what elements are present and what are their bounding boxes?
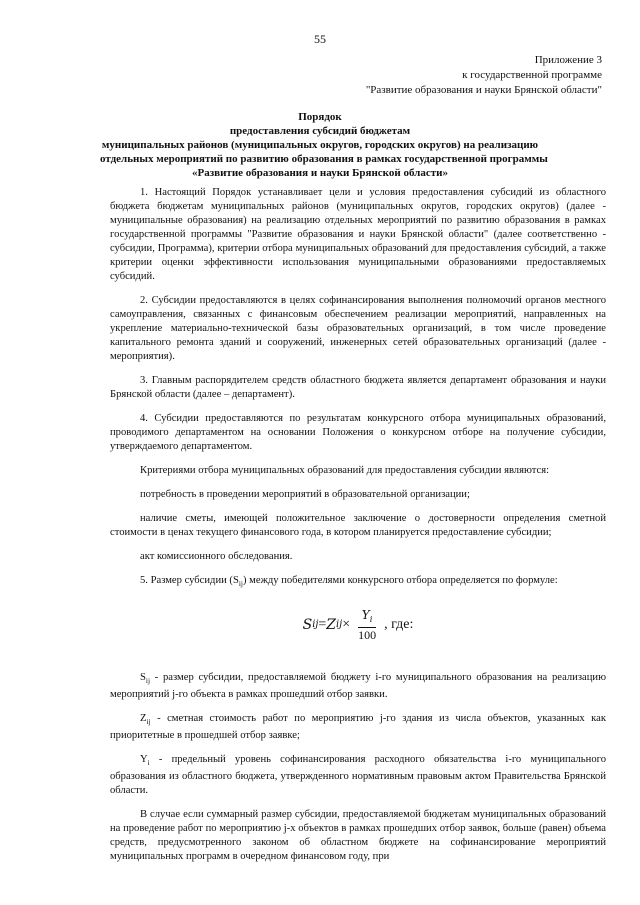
document-body bbox=[110, 186, 606, 874]
definition-s: $S_{ij}$ - размер субсидии, предоставляемой бюджету i-го муниципального образования на реализацию мероприятий j-го объекта в рамках прошедший отбор заявки. bbox=[110, 672, 606, 701]
paragraph-5: 5. Размер субсидии $(S_{ij})$ между победителями конкурсного отбора определяется по формуле: bbox=[140, 575, 558, 589]
appendix-line-3: "Развитие образования и науки Брянской области" bbox=[365, 84, 602, 96]
title-line-1: Порядок bbox=[298, 111, 342, 123]
formula-fraction: $\frac{Y_i}{100}$ bbox=[358, 607, 377, 643]
definition-z: $Z_{ij}$ - сметная стоимость работ по мероприятию j-го здания из числа объектов, указанных как приоритетные в прошедшей отбор заявке; bbox=[110, 713, 606, 742]
paragraph-3: 3. Главным распорядителем средств областного бюджета является департамент образования и науки Брянской области (далее – департамент). bbox=[110, 375, 606, 400]
paragraph-criterion-3: акт комиссионного обследования. bbox=[140, 551, 293, 562]
title-line-3: муниципальных районов (муниципальных округов, городских округов) на реализацию bbox=[101, 139, 539, 151]
paragraph-criteria: Критериями отбора муниципальных образований для предоставления субсидии являются: bbox=[140, 465, 550, 476]
page-number: 55 bbox=[314, 32, 326, 46]
paragraph-2: 2. Субсидии предоставляются в целях софинансирования выполнения полномочий органов местного самоуправления, связанных с финансовым обеспечением реализации мероприятий, направленных на укрепление материально-технической базы образовательных организаций, в том числе проведение капитального ремонта зданий и сооружений, инженерных сетей образовательных организаций (далее - мероприятия). bbox=[110, 295, 606, 362]
paragraph-criterion-1: потребность в проведении мероприятий в образовательной организации; bbox=[140, 489, 470, 500]
document-title bbox=[100, 110, 548, 180]
title-line-2: предоставления субсидий бюджетам bbox=[229, 125, 411, 137]
paragraph-last: В случае если суммарный размер субсидии, предоставляемой бюджетам муниципальных образований на проведение работ по мероприятию j-х объектов в рамках прошедших отбор заявок, больше (равен) объема средств, предусмотренного законом об областном бюджете на софинансирование мероприятий муниципальных программ в очередном финансовом году, при bbox=[110, 809, 606, 863]
appendix-line-1: Приложение 3 bbox=[534, 54, 602, 66]
title-line-4: отдельных мероприятий по развитию образования в рамках государственной программы bbox=[100, 153, 548, 165]
appendix-header bbox=[366, 53, 602, 98]
appendix-line-2: к государственной программе bbox=[462, 69, 602, 81]
paragraph-1: 1. Настоящий Порядок устанавливает цели и условия предоставления субсидий из областного бюджета бюджетам муниципальных районов (муниципальных округов, городских округов) (далее - муниципальные образования) на реализацию отдельных мероприятий по развитию образования в рамках государственной программы "Развитие образования и науки Брянской области" (далее соответственно - субсидии, Программа), критерии отбора муниципальных образований для предоставления субсидий, а также критерии оценки эффективности использования муниципальными образованиями предоставляемых субсидий. bbox=[110, 187, 606, 282]
title-line-5: «Развитие образования и науки Брянской области» bbox=[192, 167, 448, 179]
paragraph-4: 4. Субсидии предоставляются по результатам конкурсного отбора муниципальных образований, проводимого департаментом на основании Положения о конкурсном отборе на получение субсидии, утверждаемого департаментом. bbox=[110, 413, 606, 452]
subsidy-formula: S ij = Z ij × $\frac{Y_i}{100}$ , где: bbox=[302, 607, 414, 643]
paragraph-criterion-2: наличие сметы, имеющей положительное заключение о достоверности определения сметной стоимости в ценах текущего финансового года, в котором планируется предоставление субсидии; bbox=[110, 513, 606, 538]
definition-y: $Y_i$ - предельный уровень софинансирования расходного обязательства i-го муниципального образования из областного бюджета, утвержденного нормативным правовым актом Правительства Брянской области. bbox=[110, 754, 606, 797]
